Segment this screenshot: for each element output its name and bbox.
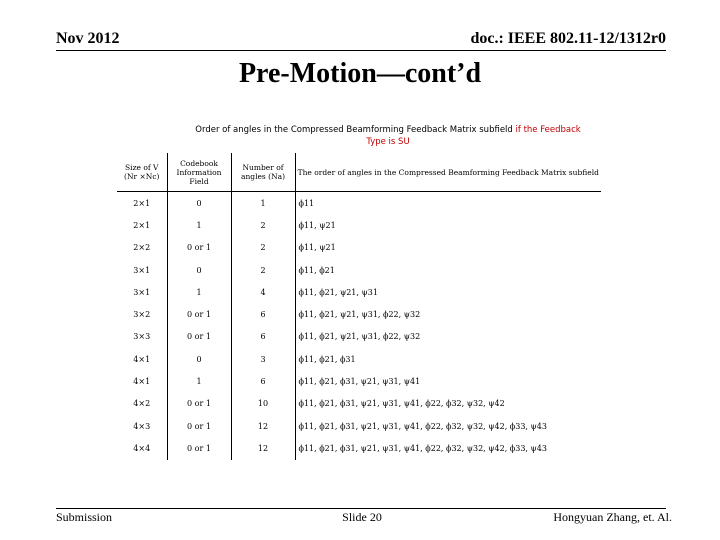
angles-order-table: [117, 153, 601, 460]
cell-num-angles: 2: [231, 214, 295, 236]
table-row: [117, 214, 601, 236]
cell-size: 2×1: [133, 220, 151, 230]
cell-num-angles: 6: [231, 303, 295, 325]
cell-codebook: 0: [167, 192, 231, 215]
cell-size: 3×1: [133, 287, 151, 297]
header-date: Nov 2012: [56, 30, 120, 47]
cell-size: 2×2: [133, 243, 151, 253]
cell-num-angles: 6: [231, 370, 295, 392]
cell-codebook: 0 or 1: [167, 303, 231, 325]
cell-angle-order: ϕ11, ϕ21, ϕ31, ψ21, ψ31, ψ41: [295, 370, 601, 392]
cell-codebook: 1: [167, 281, 231, 303]
footer-author: Hongyuan Zhang, et. Al.: [553, 510, 672, 524]
slide-title: Pre-Motion—cont’d: [238, 58, 482, 89]
header-rule: [56, 50, 666, 51]
cell-size: 4×1: [133, 377, 151, 387]
cell-angle-order: ϕ11, ψ21: [295, 237, 601, 259]
cell-angle-order: ϕ11, ϕ21, ψ21, ψ31, ϕ22, ψ32: [295, 326, 601, 348]
footer-slide-number: Slide 20: [342, 510, 382, 524]
cell-angle-order: ϕ11, ϕ21, ϕ31: [295, 348, 601, 370]
cell-angle-order: ϕ11: [295, 192, 601, 215]
cell-size: 3×3: [133, 332, 151, 342]
caption-highlight: if the Feedback Type is SU: [366, 125, 581, 147]
cell-size: 4×3: [133, 421, 151, 431]
cell-num-angles: 4: [231, 281, 295, 303]
table-row: [117, 259, 601, 281]
cell-codebook: 0: [167, 348, 231, 370]
cell-num-angles: 10: [231, 393, 295, 415]
cell-codebook: 0: [167, 259, 231, 281]
cell-num-angles: 2: [231, 237, 295, 259]
footer-rule: [56, 508, 666, 509]
cell-codebook: 0 or 1: [167, 437, 231, 459]
table-row: [117, 348, 601, 370]
cell-size: 2×1: [133, 198, 151, 208]
col-header-angle-order: The order of angles in the Compressed Beamforming Feedback Matrix subfield: [295, 153, 601, 192]
cell-codebook: 1: [167, 370, 231, 392]
table-row: [117, 281, 601, 303]
header-doc-id: doc.: IEEE 802.11-12/1312r0: [470, 30, 666, 47]
cell-size: 4×2: [133, 399, 151, 409]
cell-size: 3×2: [133, 310, 151, 320]
col-header-codebook: Codebook Information Field: [167, 153, 231, 192]
cell-codebook: 1: [167, 214, 231, 236]
table-row: [117, 393, 601, 415]
table-row: [117, 326, 601, 348]
caption-main: Order of angles in the Compressed Beamforming Feedback Matrix subfield: [195, 125, 513, 135]
cell-angle-order: ϕ11, ϕ21, ψ21, ψ31, ϕ22, ψ32: [295, 303, 601, 325]
cell-size: 4×4: [133, 443, 151, 453]
cell-angle-order: ϕ11, ϕ21, ϕ31, ψ21, ψ31, ψ41, ϕ22, ϕ32, ψ32, ψ42: [295, 393, 601, 415]
footer-submission: Submission: [56, 510, 113, 524]
cell-angle-order: ϕ11, ϕ21, ψ21, ψ31: [295, 281, 601, 303]
table-caption: [188, 124, 588, 148]
table-row: [117, 370, 601, 392]
table-row: [117, 303, 601, 325]
cell-angle-order: ϕ11, ϕ21, ϕ31, ψ21, ψ31, ψ41, ϕ22, ϕ32, ψ32, ψ42, ϕ33, ψ43: [295, 415, 601, 437]
table-row: [117, 415, 601, 437]
cell-size: 4×1: [133, 354, 151, 364]
table-row: [117, 237, 601, 259]
cell-codebook: 0 or 1: [167, 326, 231, 348]
cell-num-angles: 1: [231, 192, 295, 215]
cell-num-angles: 12: [231, 415, 295, 437]
cell-angle-order: ϕ11, ψ21: [295, 214, 601, 236]
table-row: [117, 192, 601, 215]
cell-num-angles: 3: [231, 348, 295, 370]
table-row: [117, 437, 601, 459]
cell-angle-order: ϕ11, ϕ21: [295, 259, 601, 281]
cell-codebook: 0 or 1: [167, 393, 231, 415]
cell-num-angles: 2: [231, 259, 295, 281]
cell-num-angles: 12: [231, 437, 295, 459]
cell-angle-order: ϕ11, ϕ21, ϕ31, ψ21, ψ31, ψ41, ϕ22, ϕ32, ψ32, ψ42, ϕ33, ψ43: [295, 437, 601, 459]
col-header-size: Size of V (Nr ×Nc): [117, 153, 167, 192]
cell-codebook: 0 or 1: [167, 237, 231, 259]
cell-codebook: 0 or 1: [167, 415, 231, 437]
table-header-row: [117, 153, 601, 192]
cell-num-angles: 6: [231, 326, 295, 348]
cell-size: 3×1: [133, 265, 151, 275]
col-header-num-angles: Number of angles (Na): [231, 153, 295, 192]
